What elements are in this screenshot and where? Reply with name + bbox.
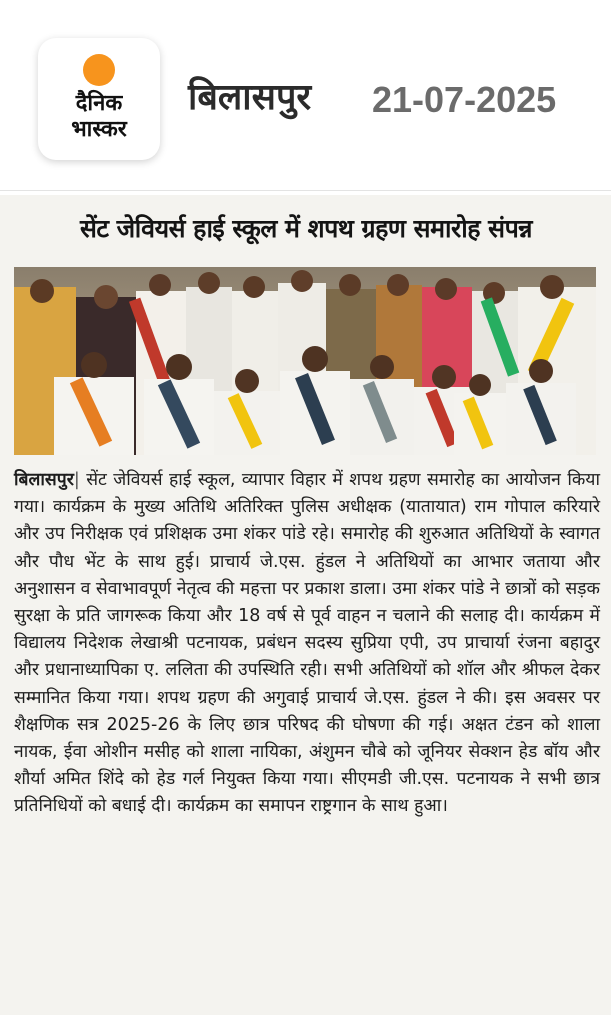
dainik-bhaskar-logo[interactable] bbox=[38, 38, 160, 160]
app-header bbox=[0, 0, 611, 190]
article-headline: सेंट जेवियर्स हाई स्कूल में शपथ ग्रहण समारोह संपन्न bbox=[79, 214, 533, 243]
header-divider bbox=[0, 190, 611, 191]
article-body bbox=[14, 467, 600, 821]
sun-icon bbox=[83, 54, 115, 86]
edition-date: 21-07-2025 bbox=[372, 79, 557, 120]
article-photo bbox=[14, 267, 596, 455]
article-dateline: बिलासपुर bbox=[14, 470, 74, 490]
logo-text-line2: भास्कर bbox=[71, 117, 127, 142]
logo-text-line1: दैनिक bbox=[75, 91, 123, 116]
news-clipping bbox=[0, 195, 611, 1015]
group-photo-image bbox=[14, 267, 596, 455]
article-body-text: सेंट जेवियर्स हाई स्कूल, व्यापार विहार में शपथ ग्रहण समारोह का आयोजन किया गया। कार्यक्रम के मुख्य अतिथि अतिरिक्त पुलिस अधीक्षक (यातायात) राम गोपाल करियारे और उप निरीक्षक एवं प्रशिक्षक उमा शंकर पांडे रहे। समारोह की शुरुआत अतिथियों के स्वागत और पौध भेंट के साथ हुई। प्राचार्य जे.एस. हुंडल ने अतिथियों का आभार जताया और अनुशासन व सेवाभावपूर्ण नेतृत्व की महत्ता पर प्रकाश डाला। उमा शंकर पांडे ने छात्रों को सड़क सुरक्षा के प्रति जागरूक किया और 18 वर्ष से पूर्व वाहन न चलाने की सलाह दी। कार्यक्रम में विद्यालय निदेशक लेखाश्री पटनायक, प्रबंधन सदस्य सुप्रिया एपी, उप प्राचार्या रंजना बहादुर और प्रधानाध्यापिका ए. ललिता की उपस्थिति रही। सभी अतिथियों को शॉल और श्रीफल देकर सम्मानित किया गया। शपथ ग्रहण की अगुवाई प्राचार्य जे.एस. हुंडल ने की। इस अवसर पर शैक्षणिक सत्र 2025-26 के लिए छात्र परिषद की घोषणा की गई। अक्षत टंडन को शाला नायक, ईवा ओशीन मसीह को शाला नायिका, अंशुमन चौबे को जूनियर सेक्शन हेड बॉय और शौर्या अमित शिंदे को हेड गर्ल नियुक्त किया गया। सीएमडी जी.एस. पटनायक ने सभी छात्र प्रतिनिधियों को बधाई दी। कार्यक्रम का समापन राष्ट्रगान के साथ हुआ। bbox=[14, 470, 600, 817]
dateline-separator: | bbox=[73, 470, 80, 490]
edition-city: बिलासपुर bbox=[188, 77, 312, 118]
